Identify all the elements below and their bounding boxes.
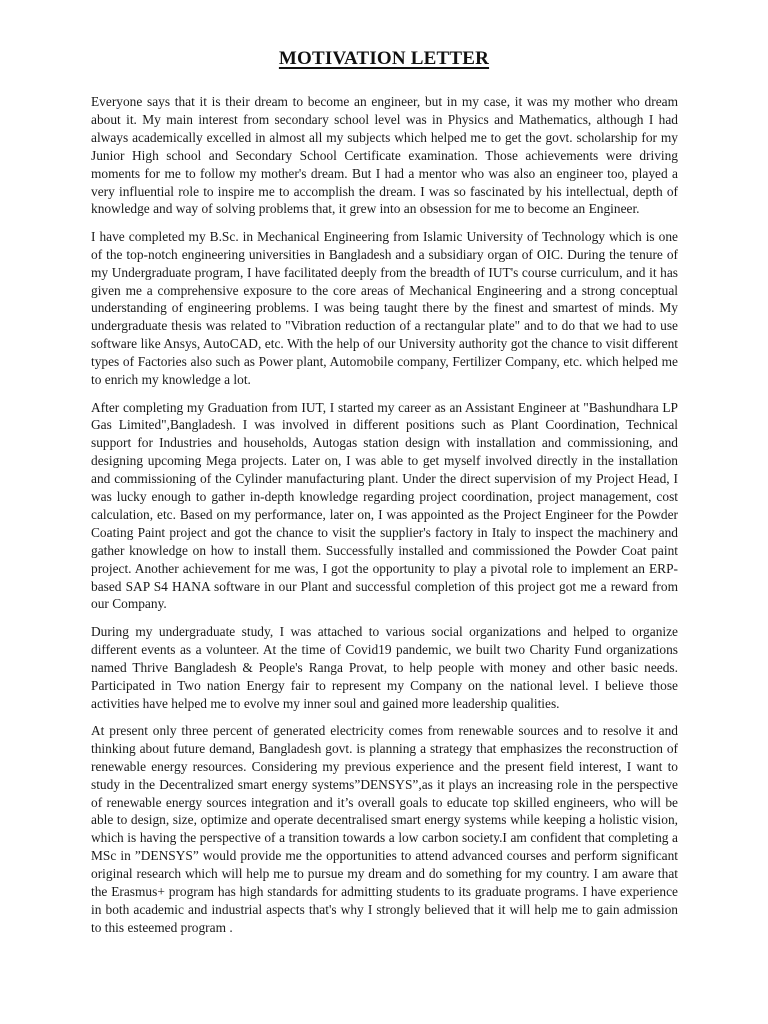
letter-body xyxy=(91,93,678,946)
paragraph-1: Everyone says that it is their dream to become an engineer, but in my case, it was my mother who dream about it. My main interest from secondary school level was in Physics and Mathematics, although I had always academically excelled in almost all my subjects which helped me to get the govt. scholarship for my Junior High school and Secondary School Certificate examination. Those achievements were driving moments for me to follow my mother's dream. But I had a mentor who was also an engineer too, played a very influential role to inspire me to accomplish the dream. I was so fascinated by his intellectual, depth of knowledge and way of solving problems that, it grew into an obsession for me to become an Engineer. xyxy=(91,94,678,217)
paragraph-4: During my undergraduate study, I was attached to various social organizations and helped to organize different events as a volunteer. At the time of Covid19 pandemic, we built two Charity Fund organizations named Thrive Bangladesh & People's Ranga Provat, to help people with money and other basic needs. Participated in Two nation Energy fair to represent my Company on the national level. I believe those activities have helped me to evolve my inner soul and gained more leadership qualities. xyxy=(91,623,678,711)
title-text: MOTIVATION LETTER xyxy=(278,48,490,69)
document-title xyxy=(0,48,768,70)
paragraph-2: I have completed my B.Sc. in Mechanical Engineering from Islamic University of Technology which is one of the top-notch engineering universities in Bangladesh and a subsidiary organ of OIC. During the tenure of my Undergraduate program, I have facilitated deeply from the breadth of IUT's course curriculum, and it has given me a comprehensive exposure to the core areas of Mechanical Engineering and a strong conceptual understanding of engineering problems. I was being taught there by the finest and smartest of minds. My undergraduate thesis was related to "Vibration reduction of a rectangular plate" and to do that we had to use software like Ansys, AutoCAD, etc. With the help of our University authority got the chance to visit different types of Factories also such as Power plant, Automobile company, Fertilizer Company, etc. which helped me to enrich my knowledge a lot. xyxy=(91,228,678,388)
paragraph-5: At present only three percent of generated electricity comes from renewable sources and to resolve it and thinking about future demand, Bangladesh govt. is planning a strategy that emphasizes the reconstruction of renewable energy resources. Considering my previous experience and the present field interest, I want to study in the Decentralized smart energy systems”DENSYS”,as it plays an increasing role in the perspective of renewable energy sources integration and it’s overall goals to educate top skilled engineers, who will be able to design, size, optimize and operate decentralised smart energy systems while keeping a holistic vision, which is having the perspective of a transition towards a low carbon society.I am confident that completing a MSc in ”DENSYS” would provide me the opportunities to attend advanced courses and perform significant original research which will help me to pursue my dream and do something for my country. I am aware that the Erasmus+ program has high standards for admitting students to its graduate programs. I have experience in both academic and industrial aspects that's why I strongly believed that it will help me to gain admission to this esteemed program . xyxy=(91,722,678,935)
paragraph-3: After completing my Graduation from IUT, I started my career as an Assistant Engineer at "Bashundhara LP Gas Limited",Bangladesh. I was involved in different positions such as Plant Coordination, Technical support for Industries and households, Autogas station design with installation and commissioning, and designing upcoming Mega projects. Later on, I was able to get myself involved directly in the installation and commissioning of the Cylinder manufacturing plant. Under the direct supervision of my Project Head, I was lucky enough to gather in-depth knowledge regarding project coordination, project management, cost calculation, etc. Based on my performance, later on, I was appointed as the Project Engineer for the Powder Coating Paint project and got the chance to visit the supplier's factory in Italy to inspect the machinery and gather knowledge on how to install them. Successfully installed and commissioned the Powder Coat paint project. Another achievement for me was, I got the opportunity to play a pivotal role to implement an ERP-based SAP S4 HANA software in our Plant and successful completion of this project got me a reward from our Company. xyxy=(91,399,678,612)
